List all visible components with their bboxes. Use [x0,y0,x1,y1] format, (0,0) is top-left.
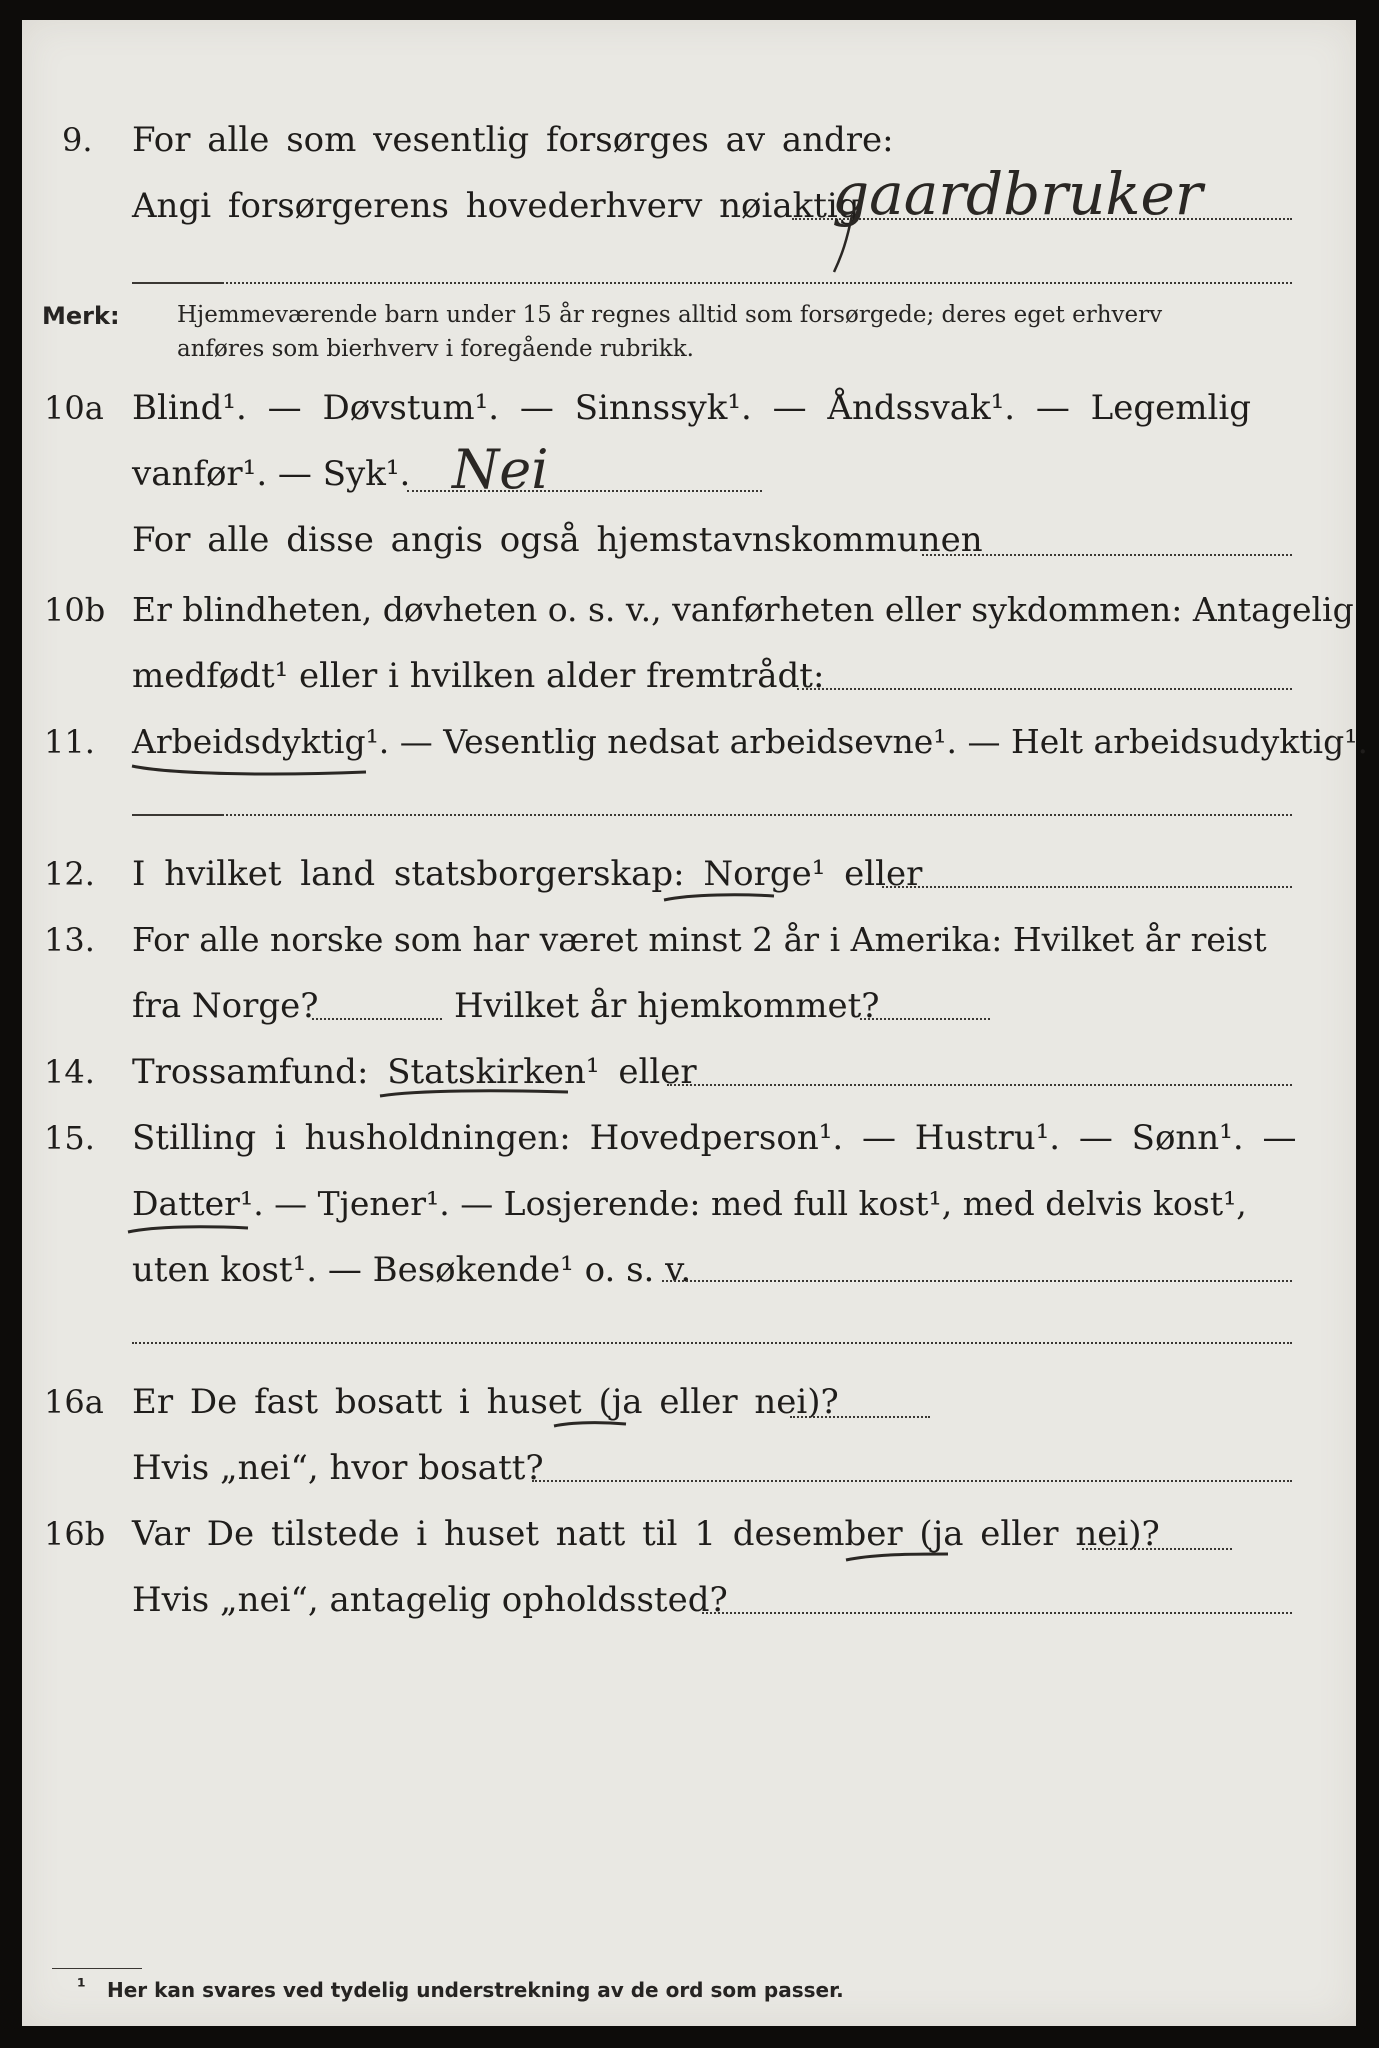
divider [132,282,222,284]
q12-number: 12. [44,855,95,893]
q10b-answer-line [797,688,1292,690]
footnote-rule [52,1968,142,1969]
q13-line2a: fra Norge? [132,986,319,1026]
q14-number: 14. [44,1053,95,1091]
q16b-underline-mark [844,1550,954,1566]
q13-hjem-answer-line [860,1018,990,1020]
merk-line1: Hjemmeværende barn under 15 år regnes alltid som forsørgede; deres eget erhverv [177,302,1163,328]
q16a-number: 16a [44,1383,104,1421]
q11-underline-mark [130,760,370,780]
q14-underline-mark [378,1086,578,1102]
q16a-line2: Hvis „nei“, hvor bosatt? [132,1448,544,1488]
q10a-line1: Blind¹. — Døvstum¹. — Sinnssyk¹. — Åndssvak¹. — Legemlig [132,388,1251,428]
q13-reist-answer-line [312,1018,442,1020]
q12-answer-line [882,886,1292,888]
footnote-mark: ¹ [77,1974,86,1998]
q9-number: 9. [62,121,93,159]
q16b-line2: Hvis „nei“, antagelig opholdssted? [132,1580,728,1620]
q15-line1: Stilling i husholdningen: Hovedperson¹. — Hustru¹. — Sønn¹. — [132,1118,1297,1158]
merk-line2: anføres som bierhverv i foregående rubrikk. [177,336,694,362]
q15-line2: Datter¹. — Tjener¹. — Losjerende: med full kost¹, med delvis kost¹, [132,1184,1247,1223]
q10b-number: 10b [44,591,106,629]
q9-handwritten-answer: gaardbruker [832,160,1203,228]
q10a-handwritten-answer: Nei [452,438,549,501]
q9-line1: For alle som vesentlig forsørges av andre: [132,120,894,160]
q16b-answer-line [1082,1548,1232,1550]
q15-number: 15. [44,1119,95,1157]
q16a-line1: Er De fast bosatt i huset (ja eller nei)? [132,1382,839,1422]
q10a-line3: For alle disse angis også hjemstavnskommunen [132,520,983,560]
q11-number: 11. [44,723,95,761]
q13-line2b: Hvilket år hjemkommet? [454,986,880,1026]
handwriting-stroke [822,210,862,280]
merk-label: Merk: [42,302,120,330]
q16b-sted-answer-line [702,1612,1292,1614]
footnote-text: Her kan svares ved tydelig understrekning av de ord som passer. [107,1978,844,2002]
q10b-line1: Er blindheten, døvheten o. s. v., vanførheten eller sykdommen: Antagelig [132,590,1354,629]
q16a-underline-mark [552,1418,632,1434]
q15-underline-mark [126,1222,256,1238]
q16b-number: 16b [44,1515,106,1553]
q15-answer-line [662,1280,1292,1282]
divider-dotted [222,814,1292,816]
q15-line3: uten kost¹. — Besøkende¹ o. s. v. [132,1250,692,1290]
divider-dotted [132,1342,1292,1344]
q14-line1: Trossamfund: Statskirken¹ eller [132,1052,697,1092]
q16b-line1: Var De tilstede i huset natt til 1 desember (ja eller nei)? [132,1514,1160,1554]
divider-dotted [222,282,1292,284]
q10a-number: 10a [44,389,104,427]
q11-line1: Arbeidsdyktig¹. — Vesentlig nedsat arbeidsevne¹. — Helt arbeidsudyktig¹. [132,722,1368,761]
q9-line2: Angi forsørgerens hovederhverv nøiaktig [132,186,860,226]
q10b-line2: medfødt¹ eller i hvilken alder fremtrådt: [132,656,825,696]
q16a-bosatt-answer-line [532,1480,1292,1482]
q12-line1: I hvilket land statsborgerskap: Norge¹ eller [132,854,923,894]
q10a-line3-answer [922,554,1292,556]
q12-underline-mark [662,890,782,906]
q10a-line2: vanfør¹. — Syk¹. [132,454,411,494]
q13-line1: For alle norske som har været minst 2 år i Amerika: Hvilket år reist [132,920,1267,959]
census-form-page [22,20,1368,2026]
q13-number: 13. [44,921,95,959]
divider [132,814,222,816]
q16a-answer-line [790,1416,930,1418]
q14-answer-line [667,1084,1292,1086]
